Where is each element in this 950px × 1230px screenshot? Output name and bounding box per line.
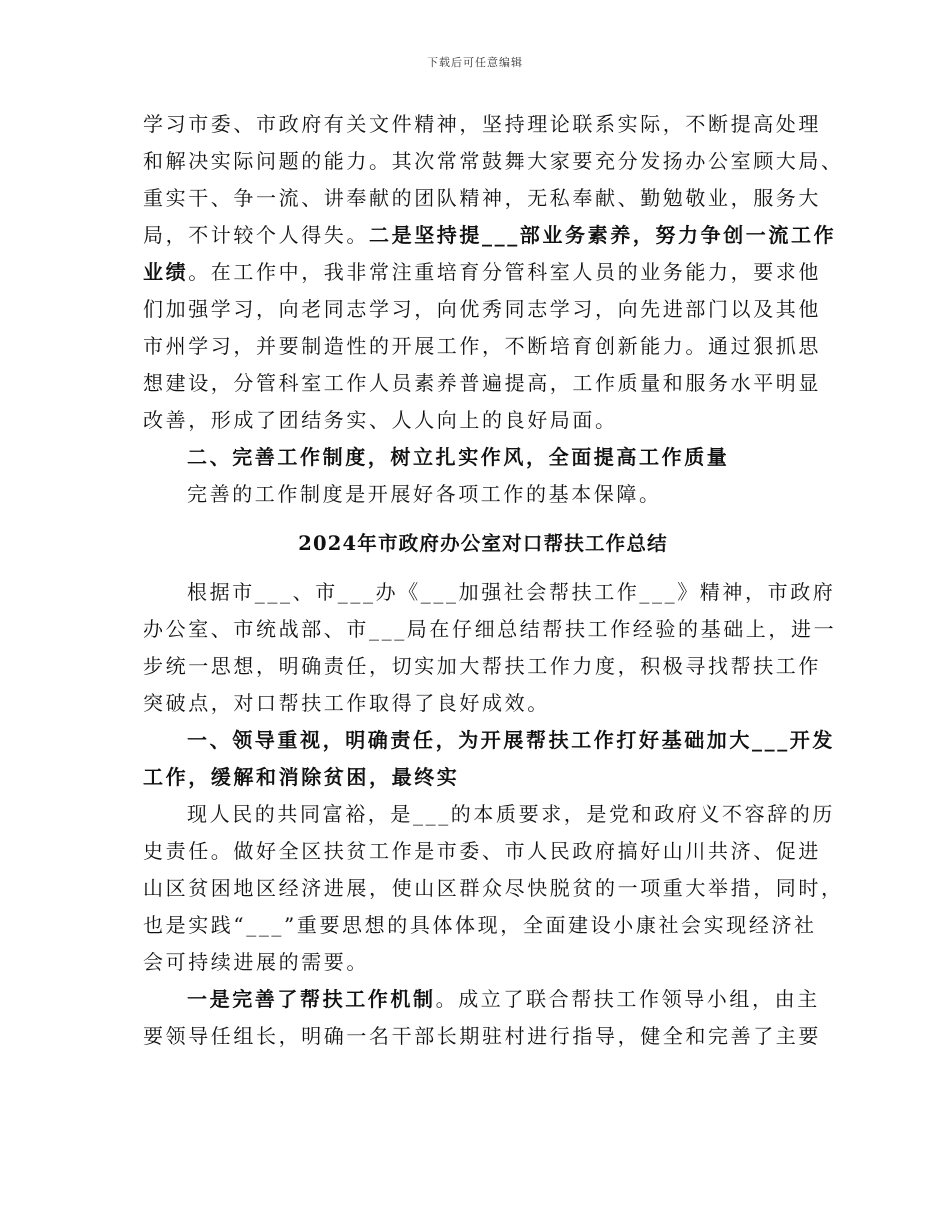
- paragraph-line: 山区贫困地区经济进展，使山区群众尽快脱贫的一项重大举措，同时，: [143, 876, 844, 900]
- paragraph-text: 局，不计较个人得失。: [143, 223, 369, 247]
- paragraph-text: 。在工作中，我非常注重培育分管科室人员的业务能力，要求他: [188, 260, 822, 284]
- section-heading: 一、领导重视，明确责任，为开展帮扶工作打好基础加大___开发: [187, 728, 835, 752]
- document-title: 2024年市政府办公室对口帮扶工作总结: [298, 532, 668, 555]
- paragraph-line: 完善的工作制度是开展好各项工作的基本保障。: [187, 482, 662, 506]
- paragraph-line: 根据市___、市___办《___加强社会帮扶工作___》精神，市政府: [187, 580, 836, 604]
- paragraph-line: 学习市委、市政府有关文件精神，坚持理论联系实际，不断提高处理: [143, 112, 821, 136]
- paragraph-line: 会可持续进展的需要。: [143, 950, 369, 974]
- paragraph-line: [143, 254, 822, 291]
- paragraph-line: 步统一思想，明确责任，切实加大帮扶工作力度，积极寻找帮扶工作: [143, 654, 821, 678]
- paragraph-line: 市州学习，并要制造性的开展工作，不断培育创新能力。通过狠抓思: [143, 334, 821, 358]
- paragraph-line: 们加强学习，向老同志学习，向优秀同志学习，向先进部门以及其他: [143, 297, 821, 321]
- paragraph-line: 史责任。做好全区扶贫工作是市委、市人民政府搞好山川共济、促进: [143, 839, 821, 863]
- section-heading: 二、完善工作制度，树立扎实作风，全面提高工作质量: [187, 445, 730, 469]
- paragraph-line: [143, 981, 820, 1018]
- section-heading: 工作，缓解和消除贫困，最终实: [143, 765, 460, 789]
- bold-subheading: 二是坚持提___部业务素养，努力争创一流工作: [369, 223, 837, 247]
- paragraph-line: 和解决实际问题的能力。其次常常鼓舞大家要充分发扬办公室顾大局、: [143, 149, 844, 173]
- paragraph-line: 办公室、市统战部、市___局在仔细总结帮扶工作经验的基础上，进一: [143, 617, 837, 641]
- document-body: [143, 106, 844, 1055]
- paragraph-line: 重实干、争一流、讲奉献的团队精神，无私奉献、勤勉敬业，服务大: [143, 186, 821, 210]
- bold-subheading: 一是完善了帮扶工作机制: [187, 987, 436, 1011]
- paragraph-line: [143, 217, 837, 254]
- paragraph-line: 改善，形成了团结务实、人人向上的良好局面。: [143, 408, 618, 432]
- paragraph-line: 现人民的共同富裕，是___的本质要求，是党和政府义不容辞的历: [187, 802, 835, 826]
- bold-subheading: 业绩: [143, 260, 189, 284]
- paragraph-line: 也是实践“___”重要思想的具体体现，全面建设小康社会实现经济社: [143, 913, 817, 937]
- paragraph-line: 要领导任组长，明确一名干部长期驻村进行指导，健全和完善了主要: [143, 1024, 821, 1048]
- header-note: 下载后可任意编辑: [427, 56, 523, 69]
- paragraph-line: 想建设，分管科室工作人员素养普遍提高，工作质量和服务水平明显: [143, 371, 821, 395]
- paragraph-line: 突破点，对口帮扶工作取得了良好成效。: [143, 691, 550, 715]
- paragraph-text: 。成立了联合帮扶工作领导小组，由主: [435, 987, 820, 1011]
